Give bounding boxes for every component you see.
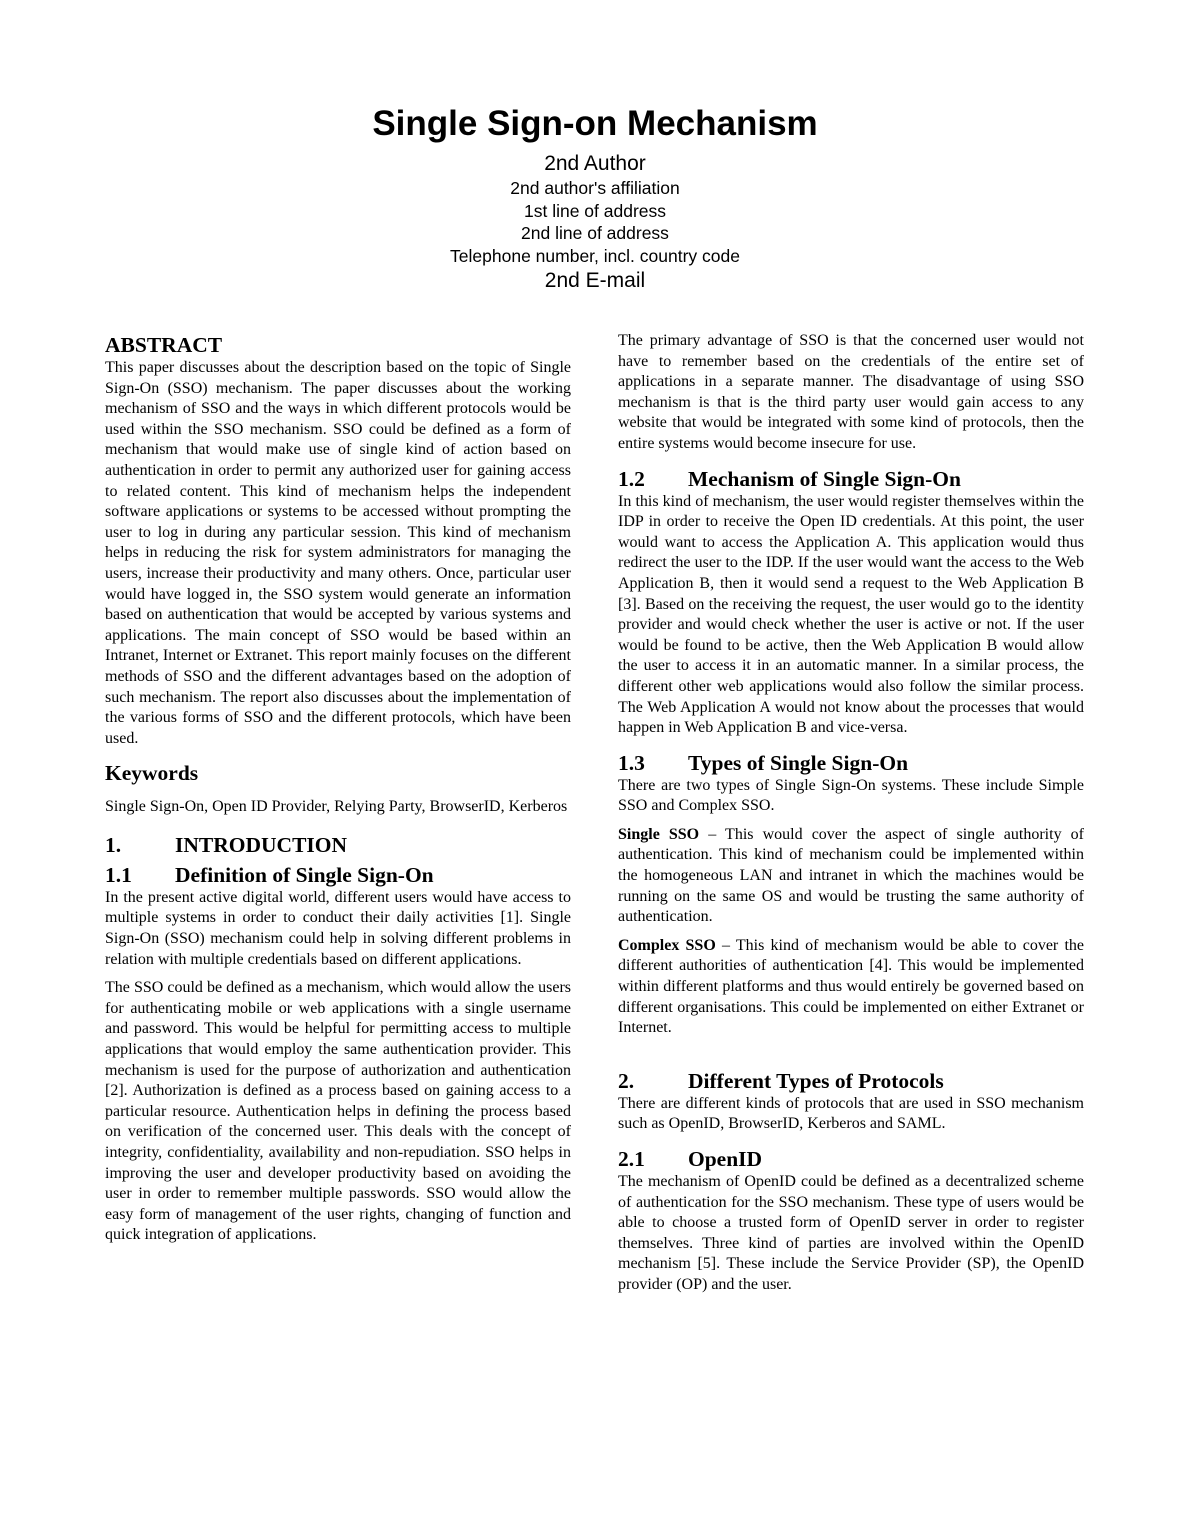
run-in-label: Single SSO: [618, 825, 700, 843]
section-title: OpenID: [688, 1147, 763, 1171]
section-heading-1-3: [618, 750, 1084, 776]
section-heading-1-1: [105, 862, 571, 888]
left-column: [105, 330, 571, 1246]
paragraph: There are two types of Single Sign-On systems. These include Simple SSO and Complex SSO.: [618, 776, 1084, 815]
paragraph: The primary advantage of SSO is that the concerned user would not have to remember based on the credentials of the entire set of applications in a separate manner. The disadvantage of using SSO mechanism is that is the third party user would gain access to any website that would be integrated with some kind of protocols, then the entire systems would become insecure for use.: [618, 332, 1084, 452]
paragraph: In the present active digital world, different users would have access to multiple systems in order to conduct their daily activities [1]. Single Sign-On (SSO) mechanism could help in solving different problems in relation with multiple credentials based on different applications.: [105, 888, 571, 968]
keywords-text: Single Sign-On, Open ID Provider, Relying Party, BrowserID, Kerberos: [105, 798, 568, 816]
section-number: 1.2: [618, 466, 645, 491]
run-in-text: – This kind of mechanism would be able to cover the different authorities of authentication [4]. This would be implemented within different platforms and thus would entirely be governed based on different organisations. This could be implemented on either Extranet or Internet.: [618, 936, 1084, 1037]
paper-title: Single Sign-on Mechanism: [372, 104, 818, 143]
author-email: 2nd E-mail: [544, 269, 646, 292]
run-in-label: Complex SSO: [618, 936, 716, 954]
section-number: 2.1: [618, 1147, 645, 1171]
section-heading-1-2: [618, 466, 1084, 492]
keywords-heading: Keywords: [105, 761, 199, 786]
author-address-line2: 2nd line of address: [521, 223, 669, 243]
abstract-text: This paper discusses about the description based on the topic of Single Sign-On (SSO) mechanism. The paper discusses about the working mechanism of SSO and the ways in which different protocols would be used within the SSO mechanism. SSO could be defined as a form of mechanism that would make use of single kind of action based on authentication in order to permit any authorized user for gaining access to related content. This kind of mechanism helps the independent software applications or systems to be accessed without prompting the user to log in during any particular session. This kind of mechanism helps in reducing the risk for system administrators for managing the users, increase their productivity and many others. Once, particular user would have logged in, the SSO system would generate an information based on authentication that would be accepted by various systems and applications. The main concept of SSO would be based within an Intranet, Internet or Extranet. This report mainly focuses on the different methods of SSO and the different advantages based on the adoption of such mechanism. The report also discusses about the implementation of the various forms of SSO and the different protocols, which have been used.: [105, 359, 571, 747]
abstract-heading: ABSTRACT: [105, 333, 223, 357]
author-name: 2nd Author: [544, 152, 646, 175]
right-column: [618, 330, 1084, 1296]
author-address-line1: 1st line of address: [523, 200, 667, 221]
author-telephone: Telephone number, incl. country code: [450, 245, 740, 266]
complex-sso-paragraph: [618, 936, 1084, 1039]
section-heading-introduction: [105, 832, 571, 858]
section-title: Mechanism of Single Sign-On: [688, 466, 961, 491]
section-title: INTRODUCTION: [175, 832, 348, 857]
section-heading-2-1: [618, 1146, 1084, 1172]
title-block: [0, 102, 1190, 294]
section-number: 1.3: [618, 750, 645, 775]
paragraph: The SSO could be defined as a mechanism, which would allow the users for authenticating mobile or web applications with a single username and password. This would be helpful for permitting access to multiple applications that would employ the same authentication provider. This mechanism is used for the purpose of authorization and authentication [2]. Authorization is defined as a process based on gaining access to a particular resource. Authentication helps in defining the process based on verification of the concerned user. This deals with the concept of integrity, confidentiality, availability and non-repudiation. SSO helps in improving the user and developer productivity based on avoiding the user in order to remember multiple passwords. SSO would allow the easy form of management of the user rights, changing of function and quick integration of applications.: [105, 979, 571, 1244]
section-title: Types of Single Sign-On: [688, 750, 909, 775]
section-title: Definition of Single Sign-On: [175, 862, 434, 887]
single-sso-paragraph: [618, 825, 1084, 928]
section-title: Different Types of Protocols: [688, 1068, 944, 1093]
section-number: 2.: [618, 1068, 635, 1093]
paragraph: In this kind of mechanism, the user would register themselves within the IDP in order to receive the Open ID credentials. At this point, the user would want to access the Application A. This application would thus redirect the user to the IDP. If the user would want the access to the Web Application B, then it would send a request to the Web Application B [3]. Based on the receiving the request, the user would go to the identity provider and would check whether the user is active or not. If the user would be found to be active, then the Web Application B would allow the user to access it in an automatic manner. In a similar process, the different other web applications would also follow the similar process. The Web Application A would not know about the processes that would happen in Web Application B and vice-versa.: [618, 492, 1084, 737]
author-affiliation: 2nd author's affiliation: [510, 178, 680, 198]
section-heading-2: [618, 1068, 1084, 1094]
paragraph: There are different kinds of protocols that are used in SSO mechanism such as OpenID, BrowserID, Kerberos and SAML.: [618, 1094, 1084, 1133]
run-in-text: – This would cover the aspect of single authority of authentication. This kind of mechanism could be implemented within the homogeneous LAN and intranet in which the machines would be running on the same OS and would be trusting the same authority of authentication.: [618, 825, 1085, 926]
section-number: 1.1: [105, 862, 132, 887]
section-number: 1.: [105, 832, 122, 857]
paragraph: The mechanism of OpenID could be defined as a decentralized scheme of authentication for the SSO mechanism. These type of users would be able to choose a trusted form of OpenID server in order to register themselves. Three kind of parties are involved within the OpenID mechanism [5]. These include the Service Provider (SP), the OpenID provider (OP) and the user.: [618, 1173, 1084, 1293]
